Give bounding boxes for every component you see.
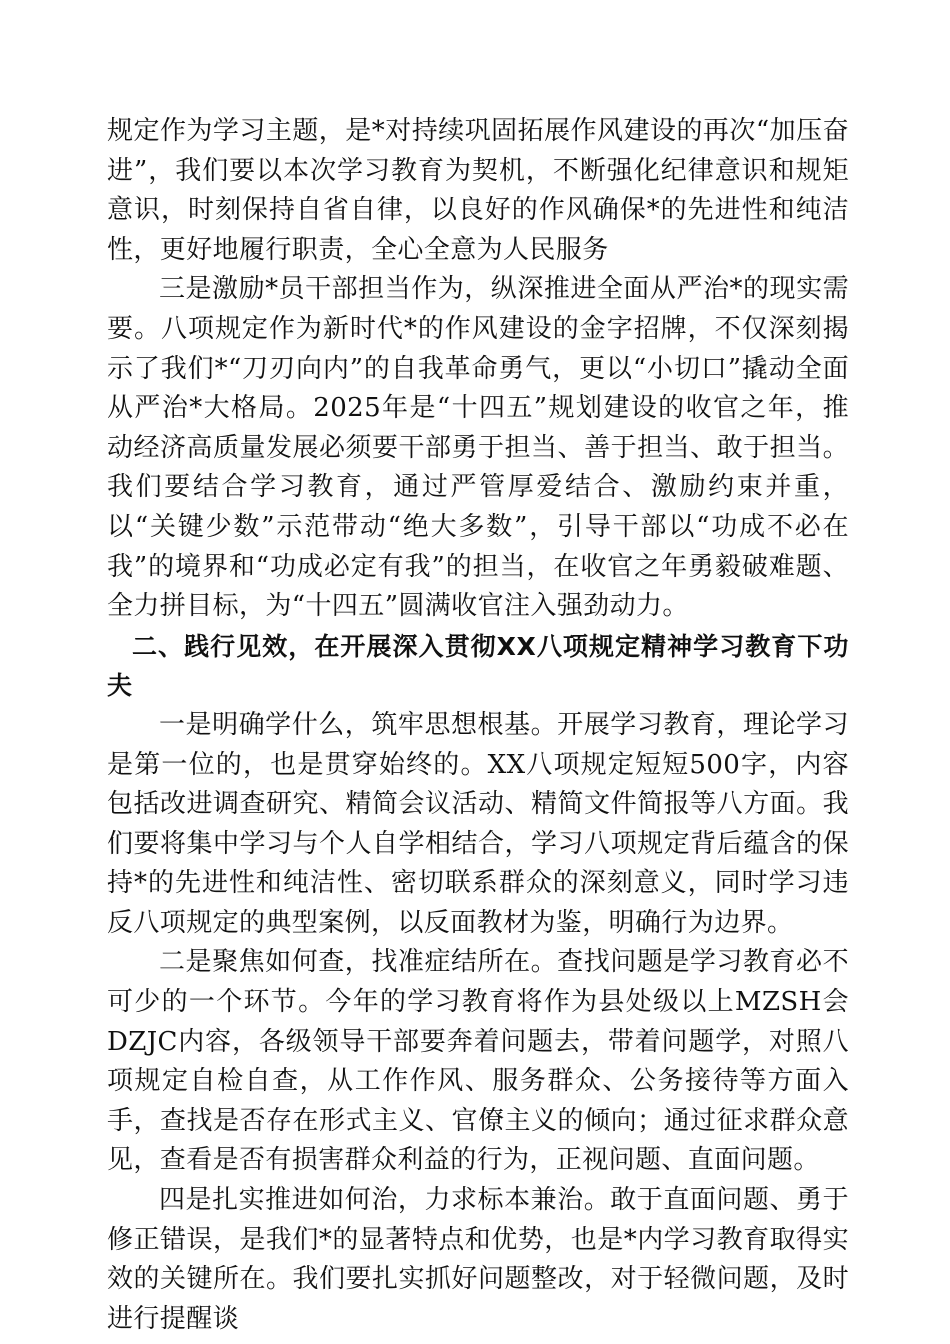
- paragraph-point-three: 三是激励*员干部担当作为，纵深推进全面从严治*的现实需要。八项规定作为新时代*的作风建设的金字招牌，不仅深刻揭示了我们*“刀刃向内”的自我革命勇气，更以“小切口”撬动全面从严治*大格局。2025年是“十四五”规划建设的收官之年，推动经济高质量发展必须要干部勇于担当、善于担当、敢于担当。我们要结合学习教育，通过严管厚爱结合、激励约束并重，以“关键少数”示范带动“绝大多数”，引导干部以“功成不必在我”的境界和“功成必定有我”的担当，在收官之年勇毅破难题、全力拼目标，为“十四五”圆满收官注入强劲动力。: [107, 274, 849, 622]
- paragraph-point-one: 一是明确学什么，筑牢思想根基。开展学习教育，理论学习是第一位的，也是贯穿始终的。XX八项规定短短500字，内容包括改进调查研究、精简会议活动、精简文件简报等八方面。我们要将集中学习与个人自学相结合，学习八项规定背后蕴含的保持*的先进性和纯洁性、密切联系群众的深刻意义，同时学习违反八项规定的典型案例，以反面教材为鉴，明确行为边界。: [107, 709, 849, 938]
- section-heading: 二、践行见效，在开展深入贯彻XX八项规定精神学习教育下功夫: [107, 631, 849, 701]
- paragraph-point-four: 四是扎实推进如何治，力求标本兼治。敢于直面问题、勇于修正错误，是我们*的显著特点和优势，也是*内学习教育取得实效的关键所在。我们要扎实抓好问题整改，对于轻微问题，及时进行提醒谈: [107, 1185, 849, 1334]
- paragraph-continuation: 规定作为学习主题，是*对持续巩固拓展作风建设的再次“加压奋进”，我们要以本次学习教育为契机，不断强化纪律意识和规矩意识，时刻保持自省自律，以良好的作风确保*的先进性和纯洁性，更好地履行职责，全心全意为人民服务: [107, 116, 849, 265]
- document-page: [107, 112, 849, 1339]
- paragraph-point-two: 二是聚焦如何查，找准症结所在。查找问题是学习教育必不可少的一个环节。今年的学习教育将作为县处级以上MZSH会DZJC内容，各级领导干部要奔着问题去，带着问题学，对照八项规定自检自查，从工作作风、服务群众、公务接待等方面入手，查找是否存在形式主义、官僚主义的倾向；通过征求群众意见，查看是否有损害群众利益的行为，正视问题、直面问题。: [107, 947, 849, 1176]
